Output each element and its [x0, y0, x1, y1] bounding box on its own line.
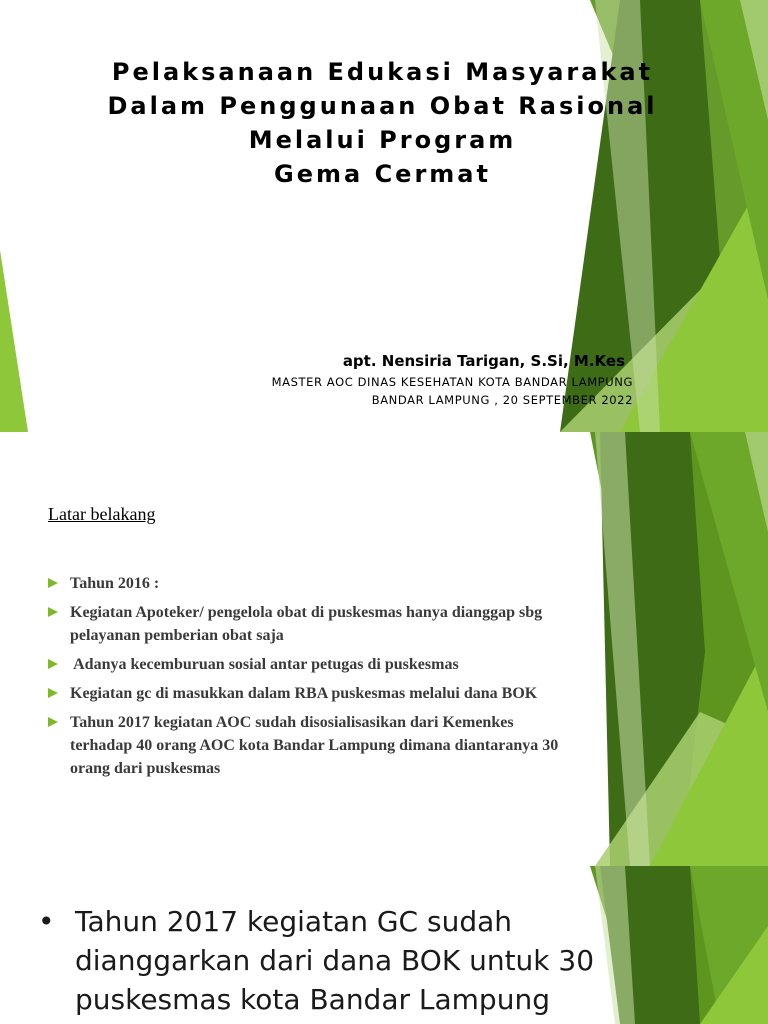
list-item [48, 653, 568, 676]
bullet-list [48, 572, 568, 786]
list-item-text: Kegiatan Apoteker/ pengelola obat di puskesmas hanya dianggap sbg pelayanan pemberian obat saja [70, 604, 543, 644]
list-item [48, 682, 568, 705]
presentation-title [40, 55, 725, 191]
list-item [48, 601, 568, 647]
list-item-text: Tahun 2016 : [70, 575, 160, 592]
budget-slide [0, 866, 768, 1024]
bullet-dot-icon: • [38, 905, 55, 938]
location-date: BANDAR LAMPUNG , 20 SEPTEMBER 2022 [371, 393, 633, 407]
list-item-text: Kegiatan gc di masukkan dalam RBA puskesmas melalui dana BOK [70, 685, 538, 702]
arrow-bullet-icon [48, 607, 58, 617]
arrow-bullet-icon [48, 659, 58, 669]
title-line: Melalui Program [248, 126, 517, 154]
arrow-bullet-icon [48, 688, 58, 698]
bullet-paragraph [38, 902, 638, 1019]
list-item [48, 572, 568, 595]
title-slide [0, 0, 768, 432]
arrow-bullet-icon [48, 578, 58, 588]
background-slide [0, 432, 768, 866]
list-item-text: Adanya kecemburuan sosial antar petugas di puskesmas [70, 656, 459, 673]
arrow-bullet-icon [48, 717, 58, 727]
author-organization: MASTER AOC DINAS KESEHATAN KOTA BANDAR LAMPUNG [271, 375, 633, 389]
bullet-text: Tahun 2017 kegiatan GC sudah dianggarkan dari dana BOK untuk 30 puskesmas kota Bandar Lampung [75, 905, 595, 1016]
title-line: Gema Cermat [274, 160, 491, 188]
title-line: Dalam Penggunaan Obat Rasional [107, 92, 658, 120]
list-item-text: Tahun 2017 kegiatan AOC sudah disosialisasikan dari Kemenkes terhadap 40 orang AOC kota Bandar Lampung dimana diantaranya 30 orang dari puskesmas [70, 714, 559, 777]
author-name: apt. Nensiria Tarigan, S.Si, M.Kes [342, 352, 625, 370]
title-line: Pelaksanaan Edukasi Masyarakat [111, 58, 654, 86]
section-heading: Latar belakang [48, 504, 156, 524]
list-item [48, 711, 568, 780]
